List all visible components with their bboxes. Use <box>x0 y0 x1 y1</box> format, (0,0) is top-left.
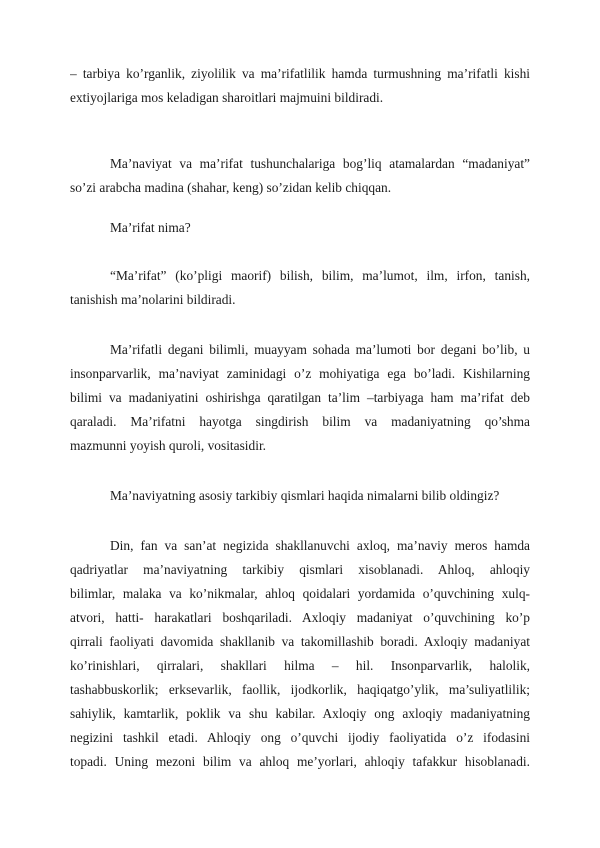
text-line: sahiylik, kamtarlik, poklik va shu kabilar. Axloqiy ong axloqiy madaniyatning <box>70 706 530 721</box>
text-line: Ma’rifat nima? <box>110 220 191 235</box>
text-line: bilimi va madaniyatini oshirishga qaratilgan ta’lim –tarbiyaga ham ma’rifat deb <box>70 390 530 405</box>
text-line: Ma’rifatli degani bilimli, muayyam sohada ma’lumoti bor degani bo’lib, u <box>110 342 530 357</box>
paragraph-2 <box>70 152 530 200</box>
text-line: mazmunni yoyish quroli, vositasidir. <box>70 438 267 453</box>
text-line: bilimlar, malaka va ko’nikmalar, ahloq qoidalari yordamida o’quvchining xulq- <box>70 586 530 601</box>
text-line: insonparvarlik, ma’naviyat zaminidagi o’z mohiyatiga ega bo’ladi. Kishilarning <box>70 366 530 381</box>
paragraph-5 <box>70 534 530 774</box>
text-line: qadriyatlar ma’naviyatning tarkibiy qismlari xisoblanadi. Ahloq, ahloqiy <box>70 562 530 577</box>
paragraph-1 <box>70 62 530 110</box>
text-line: Ma’naviyatning asosiy tarkibiy qismlari haqida nimalarni bilib oldingiz? <box>110 488 500 503</box>
paragraph-4 <box>70 338 530 458</box>
paragraph-question-1 <box>70 216 530 240</box>
paragraph-3 <box>70 264 530 312</box>
text-line: tanishish ma’nolarini bildiradi. <box>70 292 236 307</box>
text-line: so’zi arabcha madina (shahar, keng) so’zidan kelib chiqqan. <box>70 180 392 195</box>
text-line: qaraladi. Ma’rifatni hayotga singdirish bilim va madaniyatning qo’shma <box>70 414 530 429</box>
text-line: “Ma’rifat” (ko’pligi maorif) bilish, bilim, ma’lumot, ilm, irfon, tanish, <box>110 268 530 283</box>
text-line: negizini tashkil etadi. Ahloqiy ong o’quvchi ijodiy faoliyatida o’z ifodasini <box>70 730 530 745</box>
text-line: Ma’naviyat va ma’rifat tushunchalariga bog’liq atamalardan “madaniyat” <box>110 156 530 171</box>
text-line: tashabbuskorlik; erksevarlik, faollik, ijodkorlik, haqiqatgo’ylik, ma’suliyatlilik; <box>70 682 530 697</box>
text-line: qirrali faoliyati davomida shakllanib va takomillashib boradi. Axloqiy madaniyat <box>70 634 530 649</box>
text-line: topadi. Uning mezoni bilim va ahloq me’yorlari, ahloqiy tafakkur hisoblanadi. <box>70 754 530 769</box>
text-line: ko’rinishlari, qirralari, shakllari hilma – hil. Insonparvarlik, halolik, <box>70 658 530 673</box>
paragraph-question-2 <box>70 484 530 508</box>
text-line: – tarbiya ko’rganlik, ziyolilik va ma’rifatlilik hamda turmushning ma’rifatli kishi <box>70 66 530 81</box>
text-line: extiyojlariga mos keladigan sharoitlari majmuini bildiradi. <box>70 90 384 105</box>
text-line: Din, fan va san’at negizida shakllanuvchi axloq, ma’naviy meros hamda <box>110 538 530 553</box>
text-line: atvori, hatti- harakatlari boshqariladi. Axloqiy madaniyat o’quvchining ko’p <box>70 610 530 625</box>
